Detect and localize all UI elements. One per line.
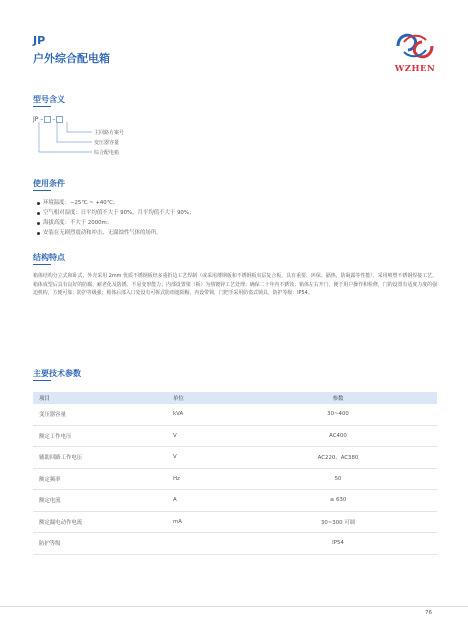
cell-unit: A: [167, 490, 233, 512]
model-label-capacity: 变压器容量: [94, 140, 120, 146]
cell-item: 额定电流: [33, 490, 167, 512]
model-label-scheme: 主回路方案号: [94, 130, 125, 136]
cell-value: 30~400: [233, 404, 437, 425]
product-code: JP: [33, 34, 46, 47]
section-title-model: 型号含义: [33, 95, 65, 104]
wzhen-swirl-logo-icon: [392, 28, 438, 64]
cell-value: ≤ 630: [233, 490, 437, 512]
model-code-sep: –: [52, 116, 56, 123]
product-name: 户外综合配电箱: [33, 52, 110, 65]
section-underline: [33, 380, 51, 381]
cell-value: 50: [233, 468, 437, 490]
model-label-box: 综合配电箱: [94, 150, 120, 156]
cell-value: AC220、AC380: [233, 447, 437, 469]
table-row: [33, 404, 437, 425]
cell-item: 额定工作电压: [33, 425, 167, 447]
cell-value: IP54: [233, 533, 437, 555]
cell-unit: [167, 533, 233, 555]
table-row: [33, 490, 437, 512]
cell-unit: V: [167, 447, 233, 469]
table-row: [33, 533, 437, 555]
table-row: [33, 447, 437, 469]
cell-value: AC400: [233, 425, 437, 447]
model-connector-lines: [36, 122, 96, 158]
section-title-params: 主要技术参数: [33, 369, 81, 378]
cell-item: 额定频率: [33, 468, 167, 490]
cell-unit: kVA: [167, 404, 233, 425]
col-header-unit: 单位: [167, 392, 233, 404]
model-code-prefix: JP –: [33, 116, 44, 123]
conditions-list: [37, 198, 194, 238]
cell-unit: Hz: [167, 468, 233, 490]
table-row: [33, 468, 437, 490]
col-header-item: 项目: [33, 392, 167, 404]
table-row: [33, 511, 437, 533]
footer-divider: [0, 606, 468, 607]
table-header-row: [33, 392, 437, 404]
cell-item: 额定漏电动作电流: [33, 511, 167, 533]
structure-paragraph: 箱体结构分立式和卧式，外壳采用 2mm 优质不锈钢板经多重折边工艺焊制（或采用薄钢板和不锈钢板夹层复合板，具有重要、环保、隔热、防凝露等性能），采用喷塑不锈钢焊接工艺，箱体成型后具有良好的防腐、耐老化及防锈、不易变形能力；内部设置梁（板）为热镀锌工艺处理；确保二十年内不锈蚀；箱体左右开门，便于用户操作和检修，门的设置有适度力度的强迫机构，方便可靠；防护等级强；箱体后部入口处设有可拆式防雨遮阳帽，内设带锁，门把手采用防盗式锁具，防护等级：IP54。: [33, 273, 437, 297]
table-row: [33, 425, 437, 447]
logo-text: WZHEN: [394, 64, 436, 74]
cell-value: 30~300 可调: [233, 511, 437, 533]
cell-item: 辅助回路工作电压: [33, 447, 167, 469]
list-item: 海拔高度：不大于 2000m；: [37, 218, 194, 228]
section-underline: [33, 264, 51, 265]
section-underline: [33, 106, 51, 107]
cell-item: 防护等级: [33, 533, 167, 555]
params-table: [33, 392, 437, 555]
list-item: 空气相对湿度：日平均值不大于 90%，月平均值不大于 90%；: [37, 208, 194, 218]
col-header-value: 参数: [233, 392, 437, 404]
cell-item: 变压器容量: [33, 404, 167, 425]
list-item: 安装在无剧烈震动和冲击、无腐蚀性气体的场所。: [37, 228, 194, 238]
page-number: 76: [425, 610, 432, 616]
cell-unit: mA: [167, 511, 233, 533]
section-underline: [33, 190, 51, 191]
cell-unit: V: [167, 425, 233, 447]
section-title-conditions: 使用条件: [33, 179, 65, 188]
list-item: 环境温度：−25℃ ~ +40℃；: [37, 198, 194, 208]
section-title-structure: 结构特点: [33, 253, 65, 262]
